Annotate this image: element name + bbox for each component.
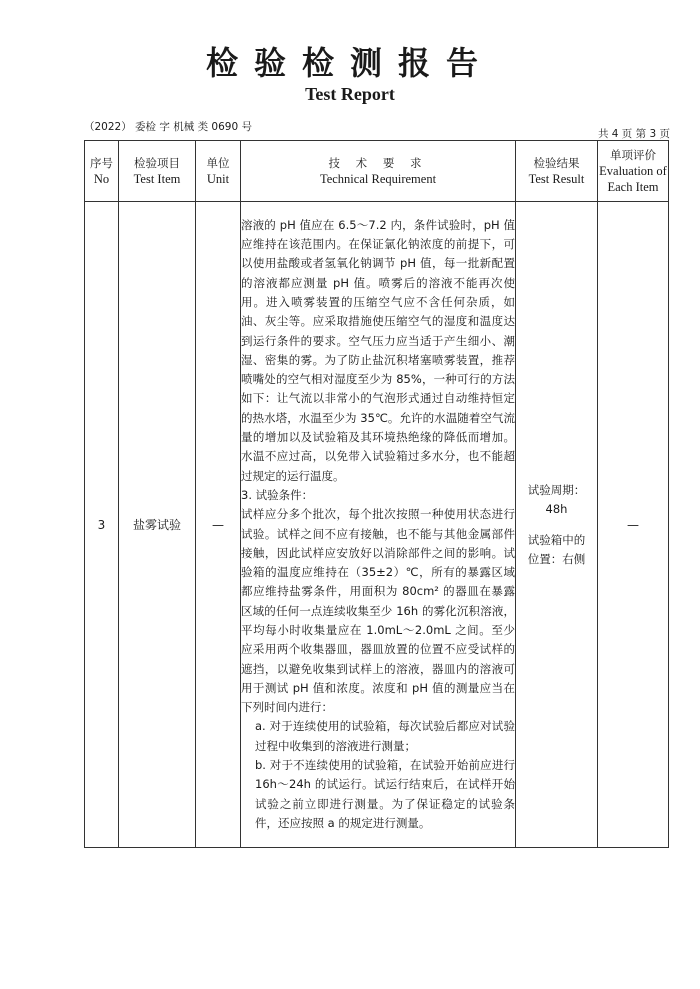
result-position-label: 试验箱中的 [527,532,586,547]
header-eval-en1: Evaluation of [599,164,667,178]
header-req-cn: 技 术 要 求 [328,156,428,170]
requirement-paragraph-1: 溶液的 pH 值应在 6.5～7.2 内，条件试验时，pH 值应维持在该范围内。在保证氯化钠浓度的前提下，可以使用盐酸或者氢氧化钠调节 pH 值，每一批新配置的溶液都应测量 pH 值。喷雾后的溶液不能再次使用。进入喷雾装置的压缩空气应不含任何杂质，如油、灰尘等。应采取措施使压缩空气的湿度和温度达到运行条件的要求。空气压力应当适于产生细小、潮湿、密集的雾。为了防止盐沉积堵塞喷雾装置，推荐喷嘴处的空气相对湿度至少为 85%，一种可行的方法如下：让气流以非常小的气泡形式通过自动维持恒定的热水塔，水温至少为 35℃。允许的水温随着空气流量的增加以及试验箱及其环境热绝缘的降低而增加。水温不应过高，以免带入试验箱过多水分，也不能超过规定的运行温度。 [241,217,515,483]
result-period-label: 试验周期： [527,482,586,497]
result-position-value: 位置：右侧 [527,551,586,566]
header-no-cn: 序号 [90,156,113,170]
report-title-cn: 检验检测报告 [205,44,494,82]
header-no-en: No [93,172,110,186]
header-unit-cn: 单位 [206,156,230,170]
header-item-cn: 检验项目 [134,156,180,170]
requirement-heading-test-conditions: 3. 试验条件： [241,487,314,502]
row-test-result [516,202,598,848]
requirement-paragraph-2: 试样应分多个批次，每个批次按照一种使用状态进行试验。试样之间不应有接触，也不能与其他金属部件接触，因此试样应安放好以消除部件之间的影响。试验箱的温度应维持在（35±2）℃，所有的暴露区域都应维持盐雾条件，用面积为 80cm² 的器皿在暴露区域的任何一点连续收集至少 16h 的雾化沉积溶液，平均每小时收集量应在 1.0mL～2.0mL 之间。至少应采用两个收集器皿，器皿放置的位置不应受试样的遮挡，以避免收集到试样上的溶液，器皿内的溶液可用于测试 pH 值和浓度。浓度和 pH 值的测量应当在下列时间内进行： [241,507,515,715]
page-indicator: 共 4 页 第 3 页 [597,128,670,140]
table-row [85,202,669,848]
requirement-item-a: a. 对于连续使用的试验箱，每次试验后都应对试验过程中收集到的溶液进行测量； [255,719,515,753]
header-result-cn: 检验结果 [533,156,580,170]
result-period-value: 48h [545,501,568,516]
header-item-en: Test Item [133,172,181,186]
header-eval-en2: Each Item [607,180,659,194]
row-unit: — [196,202,241,848]
requirement-item-b: b. 对于不连续使用的试验箱，在试验开始前应进行 16h～24h 的试运行。试运行结束后，在试样开始试验之前立即进行测量。为了保证稳定的试验条件，还应按照 a 的规定进行测量。 [255,758,515,830]
header-req-en: Technical Requirement [319,172,437,186]
test-report-table [84,140,669,848]
header-unit-en: Unit [206,172,230,186]
row-test-item: 盐雾试验 [119,202,196,848]
header-eval-cn: 单项评价 [610,148,656,162]
header-no [85,141,119,202]
row-no: 3 [85,202,119,848]
header-technical-requirement [241,141,516,202]
row-technical-requirement [241,202,516,848]
header-unit [196,141,241,202]
report-title-en: Test Report [305,84,395,104]
header-test-result [516,141,598,202]
table-header-row [85,141,669,202]
row-evaluation: — [598,202,669,848]
header-test-item [119,141,196,202]
header-result-en: Test Result [528,172,585,186]
header-evaluation [598,141,669,202]
report-number: （2022） 委检 字 机械 类 0690 号 [84,121,252,133]
